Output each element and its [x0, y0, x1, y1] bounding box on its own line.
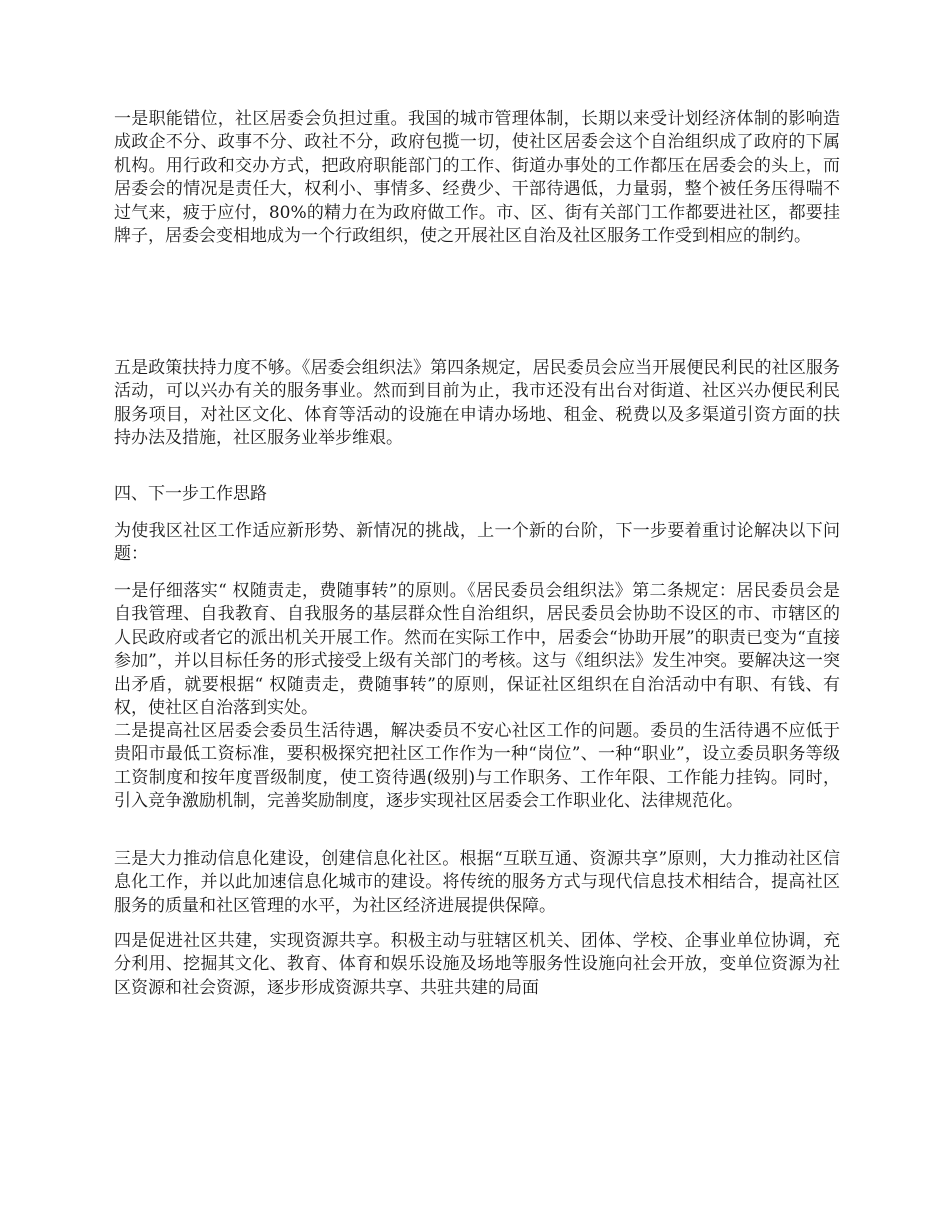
paragraph-policy-support: 五是政策扶持力度不够。《居委会组织法》第四条规定，居民委员会应当开展便民利民的社区服务活动，可以兴办有关的服务事业。然而到目前为止，我市还没有出台对街道、社区兴办便民利民服务项目，对社区文化、体育等活动的设施在申请办场地、租金、税费以及多渠道引资方面的扶持办法及措施，社区服务业举步维艰。: [114, 358, 840, 449]
paragraph-job-misalignment: 一是职能错位，社区居委会负担过重。我国的城市管理体制，长期以来受计划经济体制的影响造成政企不分、政事不分、政社不分，政府包揽一切，使社区居委会这个自治组织成了政府的下属机构。用行政和交办方式，把政府职能部门的工作、街道办事处的工作都压在居委会的头上，而居委会的情况是责任大，权利小、事情多、经费少、干部待遇低，力量弱，整个被任务压得喘不过气来，疲于应付，80%的精力在为政府做工作。市、区、街有关部门工作都要进社区，都要挂牌子，居委会变相地成为一个行政组织，使之开展社区自治及社区服务工作受到相应的制约。: [114, 109, 840, 247]
paragraph-item-three: 三是大力推动信息化建设，创建信息化社区。根据“互联互通、资源共享”原则，大力推动社区信息化工作，并以此加速信息化城市的建设。将传统的服务方式与现代信息技术相结合，提高社区服务的质量和社区管理的水平，为社区经济进展提供保障。: [114, 849, 840, 916]
paragraph-item-four: 四是促进社区共建，实现资源共享。积极主动与驻辖区机关、团体、学校、企事业单位协调，充分利用、挖掘其文化、教育、体育和娱乐设施及场地等服务性设施向社会开放，变单位资源为社区资源和社会资源，逐步形成资源共享、共驻共建的局面: [114, 931, 840, 998]
paragraph-item-two: 二是提高社区居委会委员生活待遇，解决委员不安心社区工作的问题。委员的生活待遇不应低于贵阳市最低工资标准，要积极探究把社区工作作为一种“岗位”、一种“职业”，设立委员职务等级工资制度和按年度晋级制度，使工资待遇(级别)与工作职务、工作年限、工作能力挂钩。同时，引入竞争激励机制，完善奖励制度，逐步实现社区居委会工作职业化、法律规范化。: [114, 721, 840, 812]
paragraph-intro-next-steps: 为使我区社区工作适应新形势、新情况的挑战，上一个新的台阶，下一步要着重讨论解决以下问题：: [114, 521, 840, 565]
section-heading-next-steps: 四、下一步工作思路: [114, 484, 267, 504]
paragraph-item-one: 一是仔细落实“ 权随责走，费随事转”的原则。《居民委员会组织法》第二条规定：居民委员会是自我管理、自我教育、自我服务的基层群众性自治组织，居民委员会协助不设区的市、市辖区的人民政府或者它的派出机关开展工作。然而在实际工作中，居委会“协助开展”的职责已变为“直接参加”，并以目标任务的形式接受上级有关部门的考核。这与《组织法》发生冲突。要解决这一突出矛盾，就要根据“ 权随责走，费随事转”的原则，保证社区组织在自治活动中有职、有钱、有权，使社区自治落到实处。: [114, 581, 840, 719]
